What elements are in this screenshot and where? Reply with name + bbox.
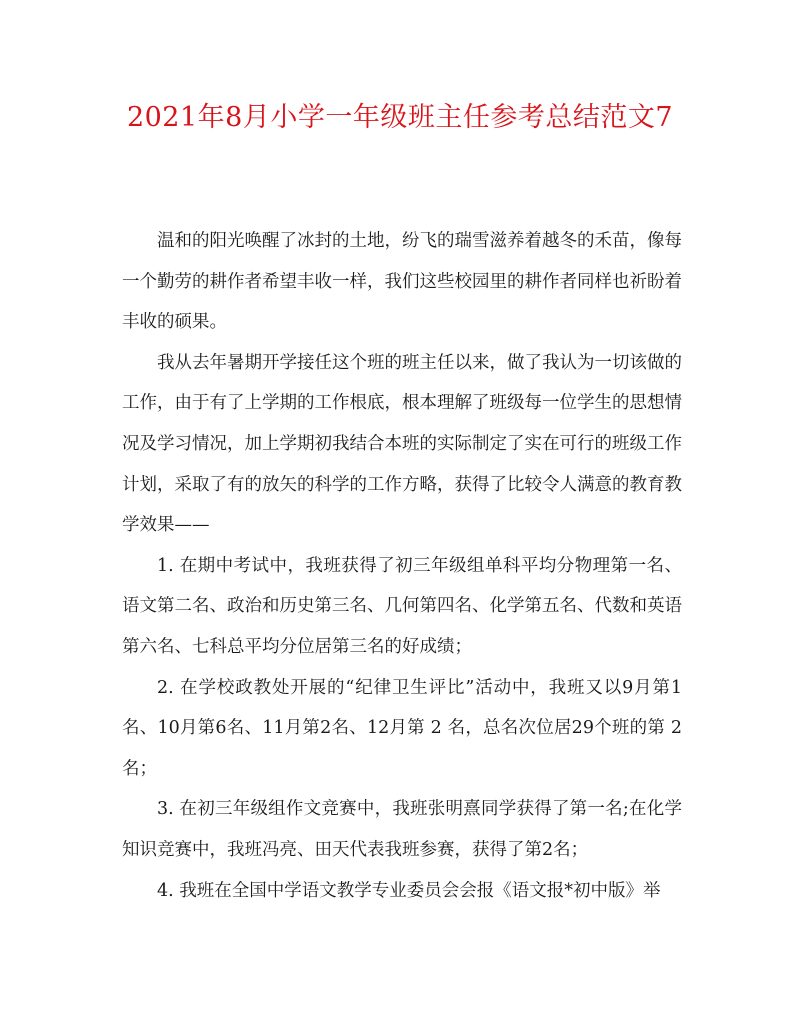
paragraph-intro: 温和的阳光唤醒了冰封的土地，纷飞的瑞雪滋养着越冬的禾苗，像每一个勤劳的耕作者希望丰收一样，我们这些校园里的耕作者同样也祈盼着丰收的硕果。 xyxy=(122,231,682,333)
list-item-discipline-hygiene: 2. 在学校政教处开展的“纪律卫生评比”活动中，我班又以9月第1名、10月第6名、11月第2名、12月第 2 名，总名次位居29个班的第 2 名； xyxy=(122,677,682,779)
document-body xyxy=(122,221,682,911)
paragraph-work-summary: 我从去年暑期开学接任这个班的班主任以来，做了我认为一切该做的工作，由于有了上学期的工作根底，根本理解了班级每一位学生的思想情况及学习情况，加上学期初我结合本班的实际制定了实在可行的班级工作计划，采取了有的放矢的科学的工作方略，获得了比较令人满意的教育教学效果—— xyxy=(122,352,682,536)
list-item-midterm-exam: 1. 在期中考试中，我班获得了初三年级组单科平均分物理第一名、语文第二名、政治和历史第三名、几何第四名、化学第五名、代数和英语第六名、七科总平均分位居第三名的好成绩； xyxy=(122,555,682,657)
list-item-newspaper: 4. 我班在全国中学语文教学专业委员会会报《语文报*初中版》举 xyxy=(157,880,661,901)
list-item-essay-competition: 3. 在初三年级组作文竞赛中，我班张明熹同学获得了第一名;在化学知识竞赛中，我班冯亮、田天代表我班参赛，获得了第2名； xyxy=(122,799,682,860)
document-title: 2021年8月小学一年级班主任参考总结范文7 xyxy=(126,102,674,133)
